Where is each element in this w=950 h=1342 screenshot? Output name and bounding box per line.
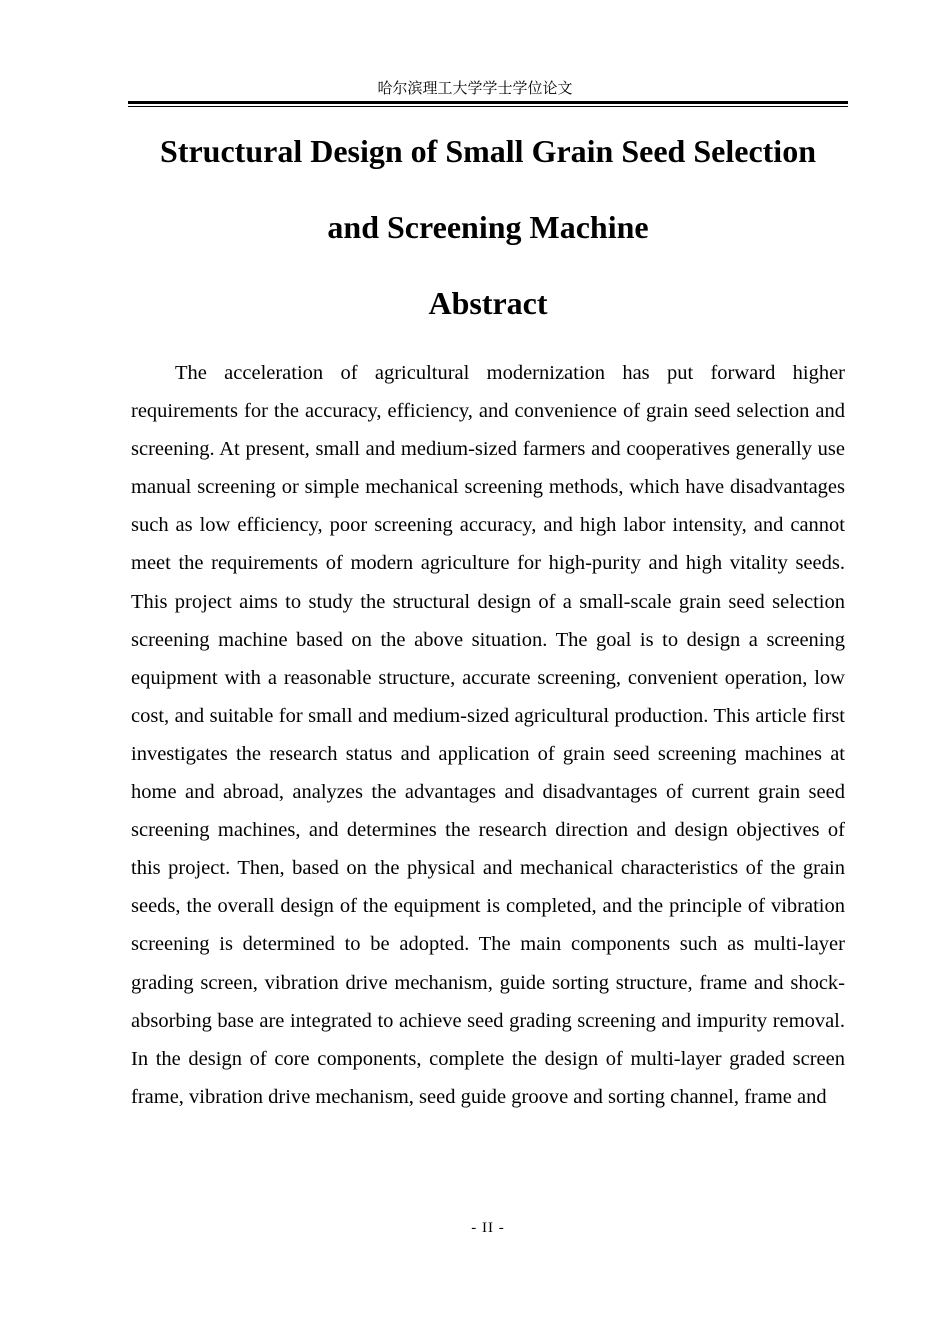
thesis-title-line-1: Structural Design of Small Grain Seed Selection xyxy=(160,133,816,169)
page-number: - II - xyxy=(471,1220,505,1236)
running-header: 哈尔滨理工大学学士学位论文 xyxy=(377,79,573,97)
header-rule-thin xyxy=(128,106,848,107)
header-rule-thick xyxy=(128,101,848,104)
thesis-title-line-2: and Screening Machine xyxy=(327,209,649,245)
abstract-body: The acceleration of agricultural modernization has put forward higher requirements for the accuracy, efficiency, and convenience of grain seed selection and screening. At present, small and medium-sized farmers and cooperatives generally use manual screening or simple mechanical screening methods, which have disadvantages such as low efficiency, poor screening accuracy, and high labor intensity, and cannot meet the requirements of modern agriculture for high-purity and high vitality seeds. This project aims to study the structural design of a small-scale grain seed selection screening machine based on the above situation. The goal is to design a screening equipment with a reasonable structure, accurate screening, convenient operation, low cost, and suitable for small and medium-sized agricultural production. This article first investigates the research status and application of grain seed screening machines at home and abroad, analyzes the advantages and disadvantages of current grain seed screening machines, and determines the research direction and design objectives of this project. Then, based on the physical and mechanical characteristics of the grain seeds, the overall design of the equipment is completed, and the principle of vibration screening is determined to be adopted. The main components such as multi-layer grading screen, vibration drive mechanism, guide sorting structure, frame and shock-absorbing base are integrated to achieve seed grading screening and impurity removal. In the design of core components, complete the design of multi-layer graded screen frame, vibration drive mechanism, seed guide groove and sorting channel, frame and xyxy=(131,362,845,1108)
abstract-heading: Abstract xyxy=(428,285,548,321)
